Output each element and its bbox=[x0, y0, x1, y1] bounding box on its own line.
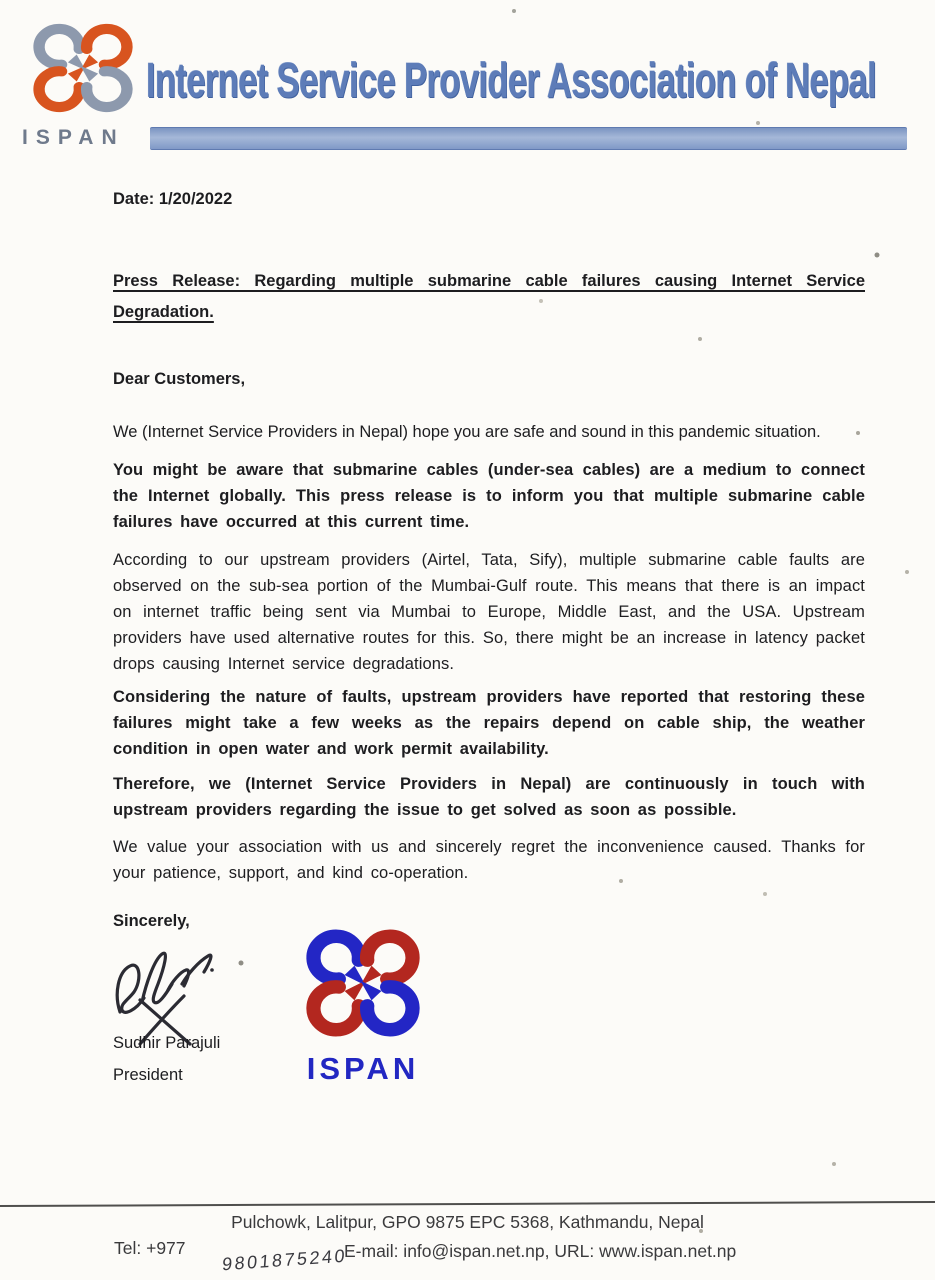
stamp-ispan-label: ISPAN bbox=[306, 1051, 420, 1086]
footer-divider-line bbox=[0, 1201, 935, 1207]
signer-title: President bbox=[113, 1066, 183, 1084]
press-release-subject: Press Release: Regarding multiple submarine cable failures causing Internet Service Degradation. bbox=[113, 272, 865, 321]
closing-sincerely: Sincerely, bbox=[113, 912, 190, 930]
paragraph-repair-time: Considering the nature of faults, upstream providers have reported that restoring these failures might take a few weeks as the repairs depend on cable ship, the weather condition in open water and work permit availability. bbox=[113, 687, 865, 758]
ispan-stamp bbox=[292, 916, 434, 1087]
header-divider-bar bbox=[150, 127, 907, 150]
footer-address: Pulchowk, Lalitpur, GPO 9875 EPC 5368, Kathmandu, Nepal bbox=[231, 1212, 704, 1232]
org-name-title: Internet Service Provider Association of Nepal bbox=[146, 52, 877, 108]
footer-handwritten-phone: 9801875240 bbox=[221, 1245, 348, 1275]
paragraph-thanks: We value your association with us and sincerely regret the inconvenience caused. Thanks for your patience, support, and kind co-operation. bbox=[113, 837, 865, 882]
paragraph-greeting: We (Internet Service Providers in Nepal) hope you are safe and sound in this pandemic situation. bbox=[113, 422, 821, 441]
letter-date: Date: 1/20/2022 bbox=[113, 190, 233, 208]
scan-noise-specks bbox=[0, 0, 2, 2]
footer-email-url: E-mail: info@ispan.net.np, URL: www.ispan.net.np bbox=[344, 1241, 737, 1261]
signer-name: Sudhir Parajuli bbox=[113, 1034, 221, 1052]
ispan-abbrev-label: ISPAN bbox=[22, 126, 125, 149]
footer-tel-label: Tel: +977 bbox=[114, 1238, 186, 1258]
paragraph-upstream-details: According to our upstream providers (Airtel, Tata, Sify), multiple submarine cable faults are observed on the sub-sea portion of the Mumbai-Gulf route. This means that there is an impact on internet traffic being sent via Mumbai to Europe, Middle East, and the USA. Upstream providers have used alternative routes for this. So, there might be an increase in latency packet drops causing Internet service degradations. bbox=[113, 550, 865, 673]
ispan-logo-icon bbox=[20, 12, 146, 129]
paragraph-follow-up: Therefore, we (Internet Service Providers in Nepal) are continuously in touch with upstream providers regarding the issue to get solved as soon as possible. bbox=[113, 774, 865, 819]
paragraph-awareness: You might be aware that submarine cables (under-sea cables) are a medium to connect the Internet globally. This press release is to inform you that multiple submarine cable failures have occurred at this current time. bbox=[113, 460, 865, 531]
salutation: Dear Customers, bbox=[113, 370, 246, 388]
ispan-stamp-logo-icon bbox=[292, 916, 434, 1050]
